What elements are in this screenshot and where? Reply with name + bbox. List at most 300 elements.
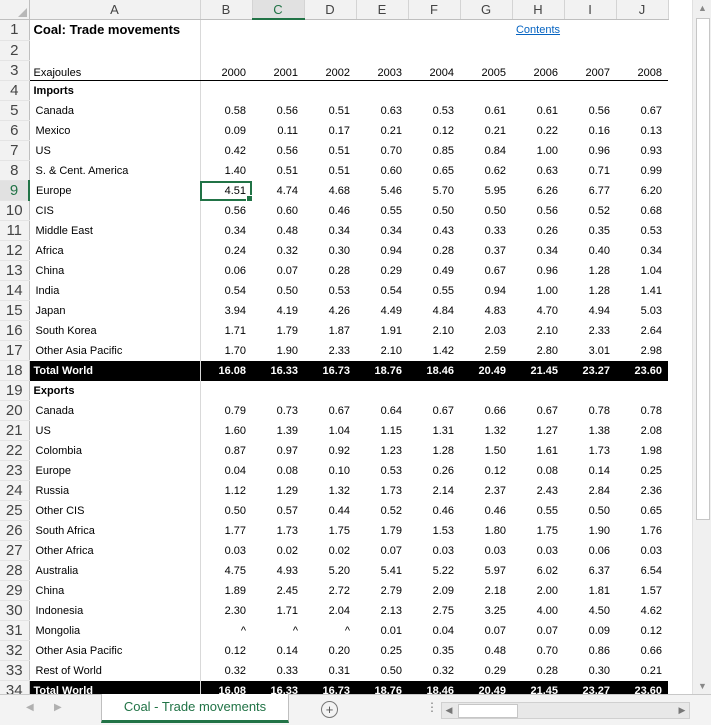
total-value-cell[interactable]: 18.46 <box>408 681 460 695</box>
row-header-10[interactable]: 10 <box>0 201 29 221</box>
value-cell[interactable]: 5.20 <box>328 564 350 577</box>
empty-cell[interactable] <box>408 19 460 40</box>
value-cell[interactable]: 4.83 <box>484 304 506 317</box>
value-cell[interactable]: 2.45 <box>276 584 298 597</box>
region-label[interactable]: China <box>29 581 200 601</box>
scroll-down-icon[interactable]: ▼ <box>698 681 707 691</box>
row-header-18[interactable]: 18 <box>0 361 29 381</box>
sheet-tab-coal-trade-movements[interactable]: Coal - Trade movements <box>101 694 289 723</box>
value-cell[interactable]: 6.37 <box>588 564 610 577</box>
value-cell[interactable]: 0.52 <box>588 204 610 217</box>
value-cell[interactable]: 0.03 <box>224 544 246 557</box>
empty-cell[interactable] <box>616 81 668 101</box>
empty-cell[interactable] <box>200 40 252 60</box>
value-cell[interactable]: 0.67 <box>536 404 558 417</box>
total-value-cell[interactable]: 21.45 <box>512 361 564 381</box>
column-header-g[interactable]: G <box>460 0 512 19</box>
column-header-c[interactable]: C <box>252 0 304 19</box>
value-cell[interactable]: 2.72 <box>328 584 350 597</box>
value-cell[interactable]: 0.53 <box>640 224 662 237</box>
row-header-12[interactable]: 12 <box>0 241 29 261</box>
value-cell[interactable]: 2.10 <box>432 324 454 337</box>
value-cell[interactable]: 0.56 <box>588 104 610 117</box>
value-cell[interactable]: 0.56 <box>536 204 558 217</box>
value-cell[interactable]: 0.71 <box>588 164 610 177</box>
value-cell[interactable]: 1.04 <box>640 264 662 277</box>
value-cell[interactable]: 2.33 <box>328 344 350 357</box>
region-label[interactable]: Africa <box>29 241 200 261</box>
value-cell[interactable]: 0.12 <box>484 464 506 477</box>
value-cell[interactable]: 1.73 <box>588 444 610 457</box>
value-cell[interactable]: 1.41 <box>640 284 662 297</box>
prev-sheet-icon[interactable]: ◀ <box>26 702 34 713</box>
row-header-2[interactable]: 2 <box>0 40 29 60</box>
value-cell[interactable]: 0.78 <box>640 404 662 417</box>
region-label[interactable]: Europe <box>29 181 200 201</box>
value-cell[interactable]: 0.68 <box>640 204 662 217</box>
value-cell[interactable]: 2.10 <box>536 324 558 337</box>
horizontal-scroll-thumb[interactable] <box>458 704 518 718</box>
value-cell[interactable]: 1.98 <box>640 444 662 457</box>
total-value-cell[interactable]: 18.76 <box>356 681 408 695</box>
value-cell[interactable]: 0.53 <box>380 464 402 477</box>
value-cell[interactable]: 0.48 <box>484 644 506 657</box>
value-cell[interactable]: 5.22 <box>432 564 454 577</box>
row-header-19[interactable]: 19 <box>0 381 29 401</box>
value-cell[interactable]: 2.59 <box>484 344 506 357</box>
value-cell[interactable]: 4.74 <box>276 184 298 197</box>
value-cell[interactable]: 0.70 <box>536 644 558 657</box>
value-cell[interactable]: 0.34 <box>536 244 558 257</box>
row-header-20[interactable]: 20 <box>0 401 29 421</box>
empty-cell[interactable] <box>512 40 564 60</box>
value-cell[interactable]: 0.09 <box>224 124 246 137</box>
value-cell[interactable]: 1.77 <box>224 524 246 537</box>
empty-cell[interactable] <box>408 81 460 101</box>
region-label[interactable]: S. & Cent. America <box>29 161 200 181</box>
value-cell[interactable]: 2.04 <box>328 604 350 617</box>
empty-cell[interactable] <box>252 81 304 101</box>
value-cell[interactable]: 0.56 <box>224 204 246 217</box>
value-cell[interactable]: 0.64 <box>380 404 402 417</box>
region-label[interactable]: CIS <box>29 201 200 221</box>
value-cell[interactable]: 6.26 <box>536 184 558 197</box>
value-cell[interactable]: 0.53 <box>432 104 454 117</box>
value-cell[interactable]: 1.28 <box>432 444 454 457</box>
value-cell[interactable]: 1.79 <box>276 324 298 337</box>
value-cell[interactable]: 0.32 <box>432 664 454 677</box>
value-cell[interactable]: 1.00 <box>536 144 558 157</box>
value-cell[interactable]: 0.92 <box>328 444 350 457</box>
total-label[interactable]: Total World <box>29 361 200 381</box>
empty-cell[interactable] <box>408 381 460 401</box>
scroll-up-icon[interactable]: ▲ <box>698 3 707 13</box>
row-header-33[interactable]: 33 <box>0 661 29 681</box>
value-cell[interactable]: 4.84 <box>432 304 454 317</box>
value-cell[interactable]: 0.17 <box>328 124 350 137</box>
region-label[interactable]: US <box>29 141 200 161</box>
empty-cell[interactable] <box>616 40 668 60</box>
value-cell[interactable]: 4.70 <box>536 304 558 317</box>
value-cell[interactable]: 0.33 <box>484 224 506 237</box>
empty-cell[interactable] <box>252 381 304 401</box>
empty-cell[interactable] <box>408 40 460 60</box>
region-label[interactable]: Europe <box>29 461 200 481</box>
value-cell[interactable]: 0.93 <box>640 144 662 157</box>
value-cell[interactable]: 0.42 <box>224 144 246 157</box>
total-value-cell[interactable]: 16.08 <box>200 361 252 381</box>
value-cell[interactable]: 0.33 <box>276 664 298 677</box>
total-value-cell[interactable]: 16.73 <box>304 361 356 381</box>
value-cell[interactable]: 0.55 <box>432 284 454 297</box>
value-cell[interactable]: 0.49 <box>432 264 454 277</box>
region-label[interactable]: Other Asia Pacific <box>29 641 200 661</box>
empty-cell[interactable] <box>564 40 616 60</box>
value-cell[interactable]: 1.89 <box>224 584 246 597</box>
value-cell[interactable]: 0.12 <box>432 124 454 137</box>
total-value-cell[interactable]: 23.60 <box>616 361 668 381</box>
value-cell[interactable]: 0.57 <box>276 504 298 517</box>
value-cell[interactable]: 1.73 <box>380 484 402 497</box>
row-header-28[interactable]: 28 <box>0 561 29 581</box>
value-cell[interactable]: 0.03 <box>484 544 506 557</box>
value-cell[interactable]: 0.13 <box>640 124 662 137</box>
value-cell[interactable]: 4.19 <box>276 304 298 317</box>
value-cell[interactable]: 2.75 <box>432 604 454 617</box>
horizontal-scrollbar[interactable] <box>441 702 690 719</box>
vertical-scroll-thumb[interactable] <box>696 18 710 520</box>
row-header-24[interactable]: 24 <box>0 481 29 501</box>
value-cell[interactable]: 4.50 <box>588 604 610 617</box>
year-header[interactable]: 2001 <box>252 60 304 81</box>
row-header-6[interactable]: 6 <box>0 121 29 141</box>
row-header-3[interactable]: 3 <box>0 60 29 81</box>
value-cell[interactable]: 0.34 <box>328 224 350 237</box>
value-cell[interactable]: 0.67 <box>432 404 454 417</box>
empty-cell[interactable] <box>200 19 252 40</box>
column-header-d[interactable]: D <box>304 0 356 19</box>
empty-cell[interactable] <box>356 19 408 40</box>
year-header[interactable]: 2004 <box>408 60 460 81</box>
value-cell[interactable]: 0.21 <box>484 124 506 137</box>
value-cell[interactable]: 0.50 <box>276 284 298 297</box>
value-cell[interactable]: 1.80 <box>484 524 506 537</box>
row-header-11[interactable]: 11 <box>0 221 29 241</box>
empty-cell[interactable] <box>304 381 356 401</box>
value-cell[interactable]: 0.32 <box>276 244 298 257</box>
value-cell[interactable]: 0.62 <box>484 164 506 177</box>
region-label[interactable]: Rest of World <box>29 661 200 681</box>
value-cell[interactable]: 1.15 <box>380 424 402 437</box>
empty-cell[interactable] <box>512 81 564 101</box>
column-header-b[interactable]: B <box>200 0 252 19</box>
total-value-cell[interactable]: 16.33 <box>252 361 304 381</box>
value-cell[interactable]: 0.31 <box>328 664 350 677</box>
value-cell[interactable]: 0.79 <box>224 404 246 417</box>
row-header-14[interactable]: 14 <box>0 281 29 301</box>
value-cell[interactable]: 5.03 <box>640 304 662 317</box>
empty-cell[interactable] <box>29 40 200 60</box>
value-cell[interactable]: 1.75 <box>536 524 558 537</box>
value-cell[interactable]: 0.61 <box>536 104 558 117</box>
value-cell[interactable]: 1.90 <box>276 344 298 357</box>
value-cell[interactable]: 0.86 <box>588 644 610 657</box>
year-header[interactable]: 2000 <box>200 60 252 81</box>
value-cell[interactable]: 0.48 <box>276 224 298 237</box>
row-header-4[interactable]: 4 <box>0 81 29 101</box>
value-cell[interactable]: 1.00 <box>536 284 558 297</box>
value-cell[interactable]: 5.95 <box>484 184 506 197</box>
empty-cell[interactable] <box>512 381 564 401</box>
region-label[interactable]: India <box>29 281 200 301</box>
value-cell[interactable]: 0.60 <box>380 164 402 177</box>
value-cell[interactable]: 0.26 <box>536 224 558 237</box>
row-header-25[interactable]: 25 <box>0 501 29 521</box>
value-cell[interactable]: 0.46 <box>432 504 454 517</box>
empty-cell[interactable] <box>616 19 668 40</box>
value-cell[interactable]: 1.31 <box>432 424 454 437</box>
value-cell[interactable]: 1.73 <box>276 524 298 537</box>
section-heading[interactable]: Exports <box>29 381 200 401</box>
value-cell[interactable]: 2.80 <box>536 344 558 357</box>
value-cell[interactable]: 0.51 <box>328 144 350 157</box>
value-cell[interactable]: 0.52 <box>380 504 402 517</box>
value-cell[interactable]: 0.43 <box>432 224 454 237</box>
value-cell[interactable]: 0.34 <box>380 224 402 237</box>
value-cell[interactable]: ^ <box>344 624 350 637</box>
value-cell[interactable]: 1.60 <box>224 424 246 437</box>
value-cell[interactable]: 1.50 <box>484 444 506 457</box>
value-cell[interactable]: 0.16 <box>588 124 610 137</box>
total-value-cell[interactable]: 16.33 <box>252 681 304 695</box>
value-cell[interactable]: 0.02 <box>328 544 350 557</box>
row-header-22[interactable]: 22 <box>0 441 29 461</box>
value-cell[interactable]: 0.29 <box>380 264 402 277</box>
region-label[interactable]: Australia <box>29 561 200 581</box>
value-cell[interactable]: 1.40 <box>224 164 246 177</box>
value-cell[interactable]: 4.00 <box>536 604 558 617</box>
value-cell[interactable]: 2.09 <box>432 584 454 597</box>
value-cell[interactable]: ^ <box>240 624 246 637</box>
empty-cell[interactable] <box>252 19 304 40</box>
add-sheet-button[interactable]: + <box>321 701 338 718</box>
value-cell[interactable]: 2.18 <box>484 584 506 597</box>
value-cell[interactable]: 0.11 <box>277 124 298 137</box>
value-cell[interactable]: 0.50 <box>484 204 506 217</box>
units-label[interactable]: Exajoules <box>29 60 200 81</box>
column-header-j[interactable]: J <box>616 0 668 19</box>
empty-cell[interactable] <box>564 81 616 101</box>
value-cell[interactable]: 0.03 <box>640 544 662 557</box>
value-cell[interactable]: 3.25 <box>484 604 506 617</box>
value-cell[interactable]: 0.60 <box>276 204 298 217</box>
empty-cell[interactable] <box>616 381 668 401</box>
value-cell[interactable]: 1.39 <box>276 424 298 437</box>
row-header-13[interactable]: 13 <box>0 261 29 281</box>
value-cell[interactable]: 4.26 <box>328 304 350 317</box>
value-cell[interactable]: 0.61 <box>484 104 506 117</box>
value-cell[interactable]: 0.40 <box>588 244 610 257</box>
year-header[interactable]: 2005 <box>460 60 512 81</box>
value-cell[interactable]: 3.94 <box>224 304 246 317</box>
value-cell[interactable]: 0.63 <box>380 104 402 117</box>
row-header-5[interactable]: 5 <box>0 101 29 121</box>
value-cell[interactable]: 1.04 <box>328 424 350 437</box>
value-cell[interactable]: 0.78 <box>588 404 610 417</box>
value-cell[interactable]: 0.44 <box>328 504 350 517</box>
value-cell[interactable]: 0.56 <box>276 144 298 157</box>
value-cell[interactable]: 0.51 <box>276 164 298 177</box>
value-cell[interactable]: 5.70 <box>432 184 454 197</box>
region-label[interactable]: Middle East <box>29 221 200 241</box>
empty-cell[interactable] <box>564 19 616 40</box>
region-label[interactable]: Other Asia Pacific <box>29 341 200 361</box>
value-cell[interactable]: 1.75 <box>328 524 350 537</box>
select-all-corner[interactable] <box>0 0 29 19</box>
value-cell[interactable]: 2.64 <box>640 324 662 337</box>
value-cell[interactable]: 0.99 <box>640 164 662 177</box>
value-cell[interactable]: 0.12 <box>224 644 246 657</box>
value-cell[interactable]: 0.84 <box>484 144 506 157</box>
value-cell[interactable]: 1.71 <box>276 604 298 617</box>
value-cell[interactable]: 0.08 <box>536 464 558 477</box>
row-header-21[interactable]: 21 <box>0 421 29 441</box>
value-cell[interactable]: 0.35 <box>432 644 454 657</box>
value-cell[interactable]: 0.34 <box>640 244 662 257</box>
value-cell[interactable]: 0.07 <box>484 624 506 637</box>
value-cell[interactable]: 1.87 <box>328 324 350 337</box>
value-cell[interactable]: 1.28 <box>588 264 610 277</box>
row-header-27[interactable]: 27 <box>0 541 29 561</box>
total-value-cell[interactable]: 16.08 <box>200 681 252 695</box>
region-label[interactable]: South Africa <box>29 521 200 541</box>
value-cell[interactable]: 1.61 <box>536 444 558 457</box>
value-cell[interactable]: 2.37 <box>484 484 506 497</box>
region-label[interactable]: Indonesia <box>29 601 200 621</box>
value-cell[interactable]: 1.32 <box>328 484 350 497</box>
region-label[interactable]: Colombia <box>29 441 200 461</box>
region-label[interactable]: Mongolia <box>29 621 200 641</box>
value-cell[interactable]: 1.42 <box>432 344 454 357</box>
value-cell[interactable]: 0.10 <box>328 464 350 477</box>
empty-cell[interactable] <box>356 381 408 401</box>
scroll-left-icon[interactable]: ◀ <box>445 705 453 715</box>
column-header-f[interactable]: F <box>408 0 460 19</box>
value-cell[interactable]: 0.55 <box>536 504 558 517</box>
row-header-31[interactable]: 31 <box>0 621 29 641</box>
tab-split-handle-icon[interactable]: ⋮ <box>426 700 437 714</box>
value-cell[interactable]: 0.09 <box>588 624 610 637</box>
value-cell[interactable]: 1.53 <box>432 524 454 537</box>
value-cell[interactable]: 0.50 <box>588 504 610 517</box>
value-cell[interactable]: 0.25 <box>640 464 662 477</box>
row-header-30[interactable]: 30 <box>0 601 29 621</box>
empty-cell[interactable] <box>304 40 356 60</box>
value-cell[interactable]: 1.81 <box>588 584 610 597</box>
value-cell[interactable]: 0.94 <box>484 284 506 297</box>
value-cell[interactable]: 2.08 <box>640 424 662 437</box>
region-label[interactable]: Canada <box>29 101 200 121</box>
value-cell[interactable]: 0.46 <box>328 204 350 217</box>
value-cell[interactable]: 0.96 <box>588 144 610 157</box>
empty-cell[interactable] <box>252 40 304 60</box>
row-header-23[interactable]: 23 <box>0 461 29 481</box>
value-cell[interactable]: 4.94 <box>588 304 610 317</box>
value-cell[interactable]: 0.65 <box>432 164 454 177</box>
year-header[interactable]: 2003 <box>356 60 408 81</box>
value-cell[interactable]: 0.30 <box>328 244 350 257</box>
column-header-i[interactable]: I <box>564 0 616 19</box>
active-cell[interactable]: 4.51 <box>200 181 252 201</box>
value-cell[interactable]: 0.20 <box>328 644 350 657</box>
value-cell[interactable]: 2.10 <box>380 344 402 357</box>
row-header-17[interactable]: 17 <box>0 341 29 361</box>
value-cell[interactable]: 0.87 <box>224 444 246 457</box>
value-cell[interactable]: 1.23 <box>380 444 402 457</box>
value-cell[interactable]: 0.28 <box>536 664 558 677</box>
value-cell[interactable]: 0.12 <box>640 624 662 637</box>
value-cell[interactable]: 0.14 <box>588 464 610 477</box>
total-value-cell[interactable]: 18.76 <box>356 361 408 381</box>
value-cell[interactable]: 0.28 <box>432 244 454 257</box>
vertical-scrollbar[interactable] <box>692 0 711 694</box>
region-label[interactable]: Canada <box>29 401 200 421</box>
value-cell[interactable]: 0.29 <box>484 664 506 677</box>
value-cell[interactable]: 0.54 <box>224 284 246 297</box>
value-cell[interactable]: 1.57 <box>640 584 662 597</box>
value-cell[interactable]: 0.54 <box>380 284 402 297</box>
value-cell[interactable]: 0.32 <box>224 664 246 677</box>
value-cell[interactable]: 4.68 <box>328 184 350 197</box>
value-cell[interactable]: 0.02 <box>276 544 298 557</box>
empty-cell[interactable] <box>200 81 252 101</box>
total-value-cell[interactable]: 21.45 <box>512 681 564 695</box>
value-cell[interactable]: 0.85 <box>432 144 454 157</box>
value-cell[interactable]: 0.24 <box>224 244 246 257</box>
value-cell[interactable]: 0.34 <box>224 224 246 237</box>
empty-cell[interactable] <box>460 19 512 40</box>
region-label[interactable]: Other Africa <box>29 541 200 561</box>
value-cell[interactable]: 0.04 <box>432 624 454 637</box>
value-cell[interactable]: 0.94 <box>380 244 402 257</box>
row-header-29[interactable]: 29 <box>0 581 29 601</box>
value-cell[interactable]: 0.21 <box>380 124 402 137</box>
value-cell[interactable]: 1.27 <box>536 424 558 437</box>
value-cell[interactable]: 1.28 <box>588 284 610 297</box>
total-value-cell[interactable]: 20.49 <box>460 681 512 695</box>
value-cell[interactable]: 1.29 <box>276 484 298 497</box>
scroll-right-icon[interactable]: ▶ <box>678 705 686 715</box>
year-header[interactable]: 2002 <box>304 60 356 81</box>
value-cell[interactable]: 6.02 <box>536 564 558 577</box>
value-cell[interactable]: ^ <box>292 624 298 637</box>
value-cell[interactable]: 0.58 <box>224 104 246 117</box>
value-cell[interactable]: 2.36 <box>640 484 662 497</box>
value-cell[interactable]: 0.35 <box>588 224 610 237</box>
value-cell[interactable]: 0.73 <box>276 404 298 417</box>
value-cell[interactable]: 0.55 <box>380 204 402 217</box>
value-cell[interactable]: 0.22 <box>536 124 558 137</box>
value-cell[interactable]: 0.96 <box>536 264 558 277</box>
value-cell[interactable]: 1.32 <box>484 424 506 437</box>
empty-cell[interactable] <box>564 381 616 401</box>
value-cell[interactable]: 0.97 <box>276 444 298 457</box>
value-cell[interactable]: 0.65 <box>640 504 662 517</box>
value-cell[interactable]: 0.14 <box>276 644 298 657</box>
empty-cell[interactable] <box>356 81 408 101</box>
value-cell[interactable]: 6.54 <box>640 564 662 577</box>
value-cell[interactable]: 0.06 <box>224 264 246 277</box>
